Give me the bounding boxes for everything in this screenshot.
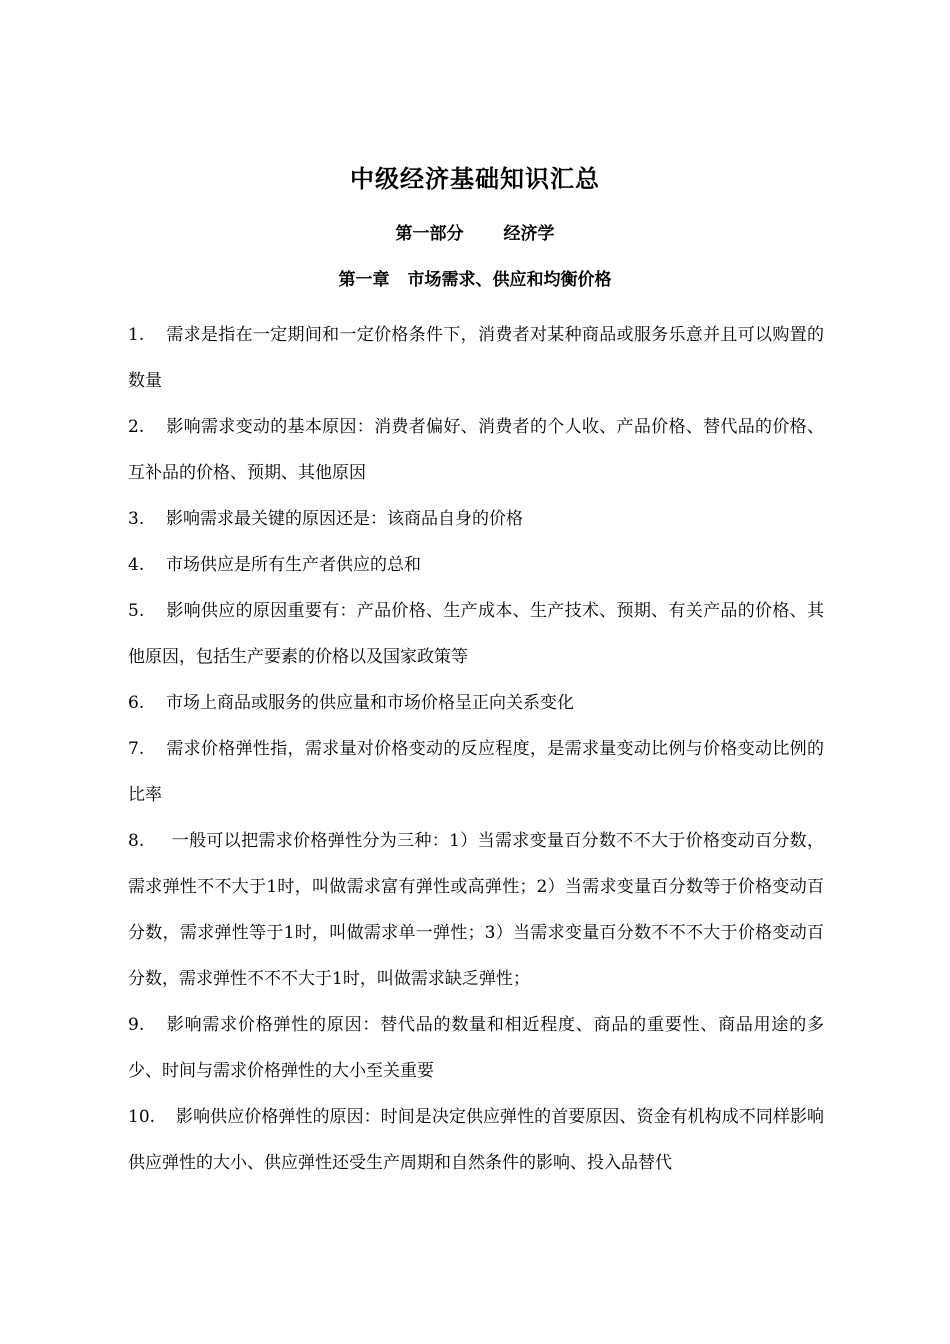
chapter-heading <box>0 266 950 294</box>
chapter-name: 市场需求、供应和均衡价格 <box>407 270 612 290</box>
item-number: 10. <box>128 1107 156 1127</box>
part-name: 经济学 <box>503 224 555 244</box>
document-title: 中级经济基础知识汇总 <box>350 164 600 193</box>
item-text: 影响需求最关键的原因还是：该商品自身的价格 <box>166 509 523 529</box>
item-number: 8. <box>128 831 145 851</box>
item-text: 一般可以把需求价格弹性分为三种：1）当需求变量百分数不不大于价格变动百分数，需求弹性不不大于1时，叫做需求富有弹性或高弹性；2）当需求变量百分数等于价格变动百分数，需求弹性等于1时，叫做需求单一弹性；3）当需求变量百分数不不不大于价格变动百分数，需求弹性不不不大于1时，叫做需求缺乏弹性； <box>128 831 824 989</box>
list-item <box>128 496 824 542</box>
item-number: 4. <box>128 555 145 575</box>
list-item <box>128 1002 824 1094</box>
item-text: 影响需求变动的基本原因：消费者偏好、消费者的个人收、产品价格、替代品的价格、互补品的价格、预期、其他原因 <box>128 417 824 483</box>
list-item <box>128 818 824 1002</box>
item-text: 市场供应是所有生产者供应的总和 <box>166 555 421 575</box>
list-item <box>128 726 824 818</box>
item-text: 影响供应价格弹性的原因：时间是决定供应弹性的首要原因、资金有机构成不同样影响供应弹性的大小、供应弹性还受生产周期和自然条件的影响、投入品替代 <box>128 1107 824 1173</box>
item-number: 7. <box>128 739 145 759</box>
list-item <box>128 404 824 496</box>
list-item <box>128 312 824 404</box>
item-number: 3. <box>128 509 145 529</box>
list-item <box>128 588 824 680</box>
item-text: 影响需求价格弹性的原因：替代品的数量和相近程度、商品的重要性、商品用途的多少、时间与需求价格弹性的大小至关重要 <box>128 1015 824 1081</box>
item-text: 市场上商品或服务的供应量和市场价格呈正向关系变化 <box>166 693 574 713</box>
list-item <box>128 1094 824 1186</box>
list-item <box>128 680 824 726</box>
list-item <box>128 542 824 588</box>
item-text: 影响供应的原因重要有：产品价格、生产成本、生产技术、预期、有关产品的价格、其他原因，包括生产要素的价格以及国家政策等 <box>128 601 824 667</box>
item-number: 5. <box>128 601 145 621</box>
item-text: 需求价格弹性指，需求量对价格变动的反应程度，是需求量变动比例与价格变动比例的比率 <box>128 739 824 805</box>
item-number: 2. <box>128 417 145 437</box>
item-number: 9. <box>128 1015 145 1035</box>
document-body <box>128 312 824 1186</box>
item-number: 6. <box>128 693 145 713</box>
chapter-label: 第一章 <box>338 270 390 290</box>
part-label: 第一部分 <box>395 224 464 244</box>
part-heading <box>0 220 950 248</box>
item-number: 1. <box>128 325 145 345</box>
item-text: 需求是指在一定期间和一定价格条件下，消费者对某种商品或服务乐意并且可以购置的数量 <box>128 325 824 391</box>
